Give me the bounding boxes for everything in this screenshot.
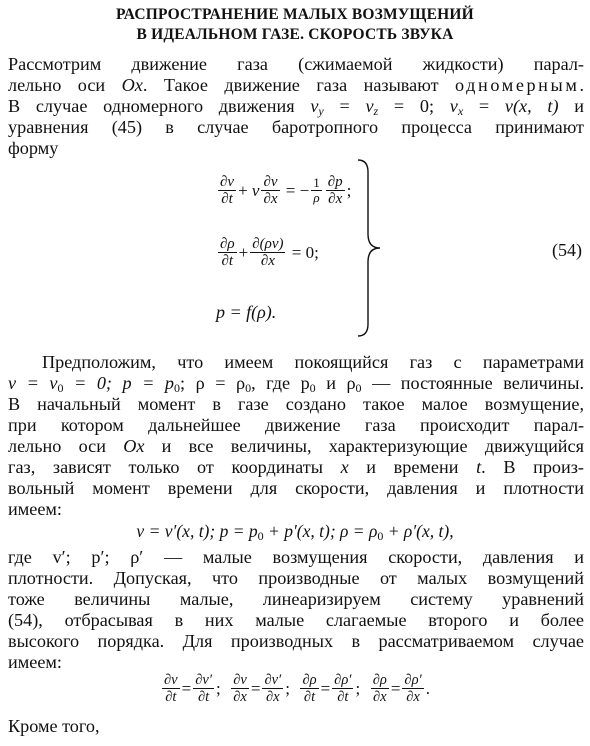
para2-line-5: лельно оси Ox и все величины, характеризующие движущийся (8, 436, 584, 456)
para1-line-2: лельно оси Ox. Такое движение газа называют одномерным. (8, 75, 584, 95)
para3-line-4: (54), отбрасывая в них малые слагаемые второго и более (8, 610, 584, 630)
derivative-relations: $\frac{\partial v}{\partial t}$ = $\frac{\partial v'}{\partial t}$ ; $\frac{\partial v}{\partial x}$ = $\frac{\partial v'}{\partial x}$ ; $\frac{\partial\rho}{\partial t}$ = $\frac{\partial\rho'}{\partial t}$ ; $\frac{\partial\rho}{\partial x}$ = $\frac{\partial\rho'}{\partial x}$ . (164, 672, 430, 705)
equation-number: (54) (552, 240, 582, 260)
para2-line-7: вольный момент времени для скорости, давления и плотности (8, 478, 584, 498)
fraction: $\frac{\partial v}{\partial t}$ (220, 174, 235, 207)
para2-line-2: $v = v_0 = 0$; $p = p_0$; $\rho = \rho_0$, где $p_0$ и $\rho_0$ — постоянные величины. (8, 373, 584, 395)
para3-line-5: высокого порядка. Для производных в рассматриваемом случае (8, 631, 584, 651)
para2-line-8: имеем: (8, 499, 62, 519)
para1-line-3: В случае одномерного движения $v_y = v_z = 0$; $v_x = v(x$, t) и (8, 96, 584, 118)
right-brace (354, 158, 384, 338)
fraction: $\frac{1}{\rho}$ (313, 175, 320, 205)
fraction: $\frac{\partial v}{\partial x}$ (263, 174, 278, 207)
fraction: $\frac{\partial(\rho v)}{\partial x}$ (252, 236, 284, 269)
perturbation-equation: v = v′(x, t); $p = p_0 + p'(x$, t); $\rho = \rho_0 + \rho'(x$, t), (136, 521, 454, 543)
closing-line: Кроме того, (8, 716, 100, 736)
equation-momentum: $\frac{\partial v}{\partial t}$ + v $\frac{\partial v}{\partial x}$ = − $\frac{1}{\rho}$ $\frac{\partial p}{\partial x}$ ; (220, 174, 352, 207)
fraction: $\frac{\partial\rho}{\partial t}$ (220, 236, 235, 269)
section-title-line-1: РАСПРОСТРАНЕНИЕ МАЛЫХ ВОЗМУЩЕНИЙ (116, 6, 474, 23)
para2-line-1: Предположим, что имеем покоящийся газ с параметрами (42, 352, 584, 372)
para2-line-4: при котором дальнейшее движение газа происходит парал- (8, 415, 584, 435)
equation-continuity: $\frac{\partial\rho}{\partial t}$ + $\frac{\partial(\rho v)}{\partial x}$ = 0; (220, 236, 319, 269)
para1-line-5: форму (8, 138, 59, 158)
para3-line-2: плотности. Допуская, что производные от малых возмущений (8, 568, 584, 588)
equation-state: p = f(ρ). (216, 302, 277, 322)
para3-line-3: тоже величины малые, линеаризируем систему уравнений (8, 589, 584, 609)
fraction: $\frac{\partial p}{\partial x}$ (327, 174, 343, 207)
para3-line-6: имеем: (8, 652, 62, 672)
para1-line-4: уравнения (45) в случае баротропного процесса принимают (8, 117, 584, 137)
para2-line-3: В начальный момент в газе создано такое малое возмущение, (8, 394, 584, 414)
section-title-line-2: В ИДЕАЛЬНОМ ГАЗЕ. СКОРОСТЬ ЗВУКА (136, 26, 454, 43)
para2-line-6: газ, зависят только от координаты x и времени t. В произ- (8, 457, 584, 477)
para3-line-1: где v′; p′; ρ′ — малые возмущения скорости, давления и (8, 547, 584, 567)
para1-line-1: Рассмотрим движение газа (сжимаемой жидкости) парал- (8, 54, 584, 74)
